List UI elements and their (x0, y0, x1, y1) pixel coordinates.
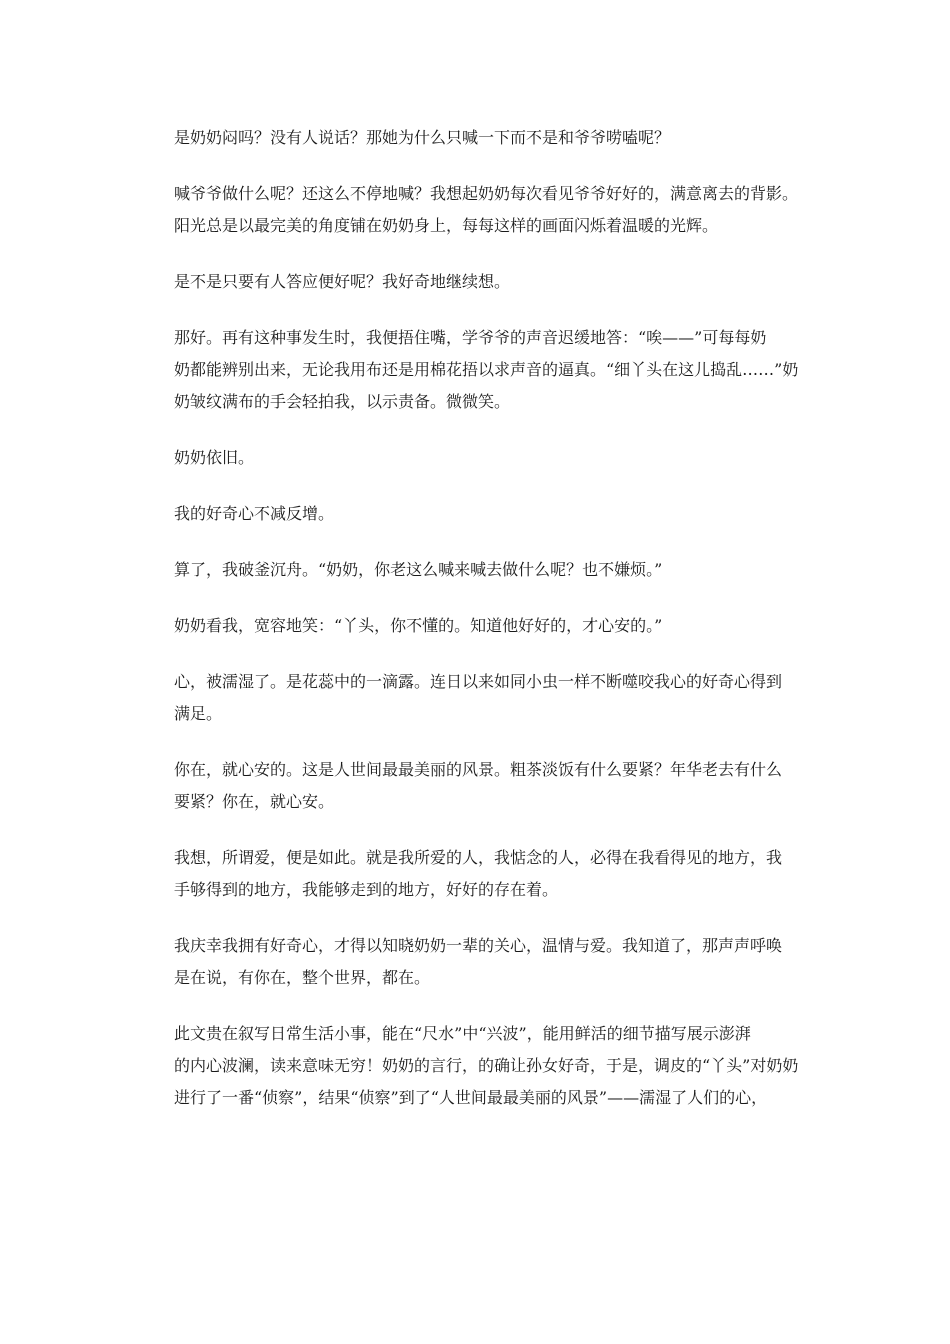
text-line: 手够得到的地方，我能够走到的地方，好好的存在着。 (174, 880, 559, 899)
text-line: 进行了一番“侦察”，结果“侦察”到了“人世间最最美丽的风景”——濡湿了人们的心， (174, 1088, 768, 1107)
commentary-paragraph (137, 1018, 823, 1114)
text-line: 喊爷爷做什么呢？还这么不停地喊？我想起奶奶每次看见爷爷好好的，满意离去的背影。 (174, 184, 799, 203)
paragraph-7 (137, 554, 823, 586)
paragraph-8 (137, 610, 823, 642)
paragraph-4 (137, 322, 823, 418)
text-line: 我的好奇心不减反增。 (174, 504, 335, 523)
article-body (137, 122, 823, 1138)
text-line: 你在，就心安的。这是人世间最最美丽的风景。粗茶淡饭有什么要紧？年华老去有什么 (174, 760, 783, 779)
text-line: 是奶奶闷吗？没有人说话？那她为什么只喊一下而不是和爷爷唠嗑呢？ (174, 128, 671, 147)
text-line: 奶都能辨别出来，无论我用布还是用棉花捂以求声音的逼真。“细丫头在这儿捣乱……”奶 (174, 360, 799, 379)
text-line: 算了，我破釜沉舟。“奶奶，你老这么喊来喊去做什么呢？也不嫌烦。” (174, 560, 663, 579)
text-line: 心，被濡湿了。是花蕊中的一滴露。连日以来如同小虫一样不断噬咬我心的好奇心得到 (174, 672, 783, 691)
text-line: 是在说，有你在，整个世界，都在。 (174, 968, 431, 987)
paragraph-1 (137, 122, 823, 154)
text-line: 要紧？你在，就心安。 (174, 792, 335, 811)
paragraph-3 (137, 266, 823, 298)
paragraph-5 (137, 442, 823, 474)
text-line: 奶奶看我，宽容地笑：“丫头，你不懂的。知道他好好的，才心安的。” (174, 616, 663, 635)
text-line: 满足。 (174, 704, 223, 723)
text-line: 奶皱纹满布的手会轻拍我，以示责备。微微笑。 (174, 392, 511, 411)
text-line: 的内心波澜，读来意味无穷！奶奶的言行，的确让孙女好奇，于是，调皮的“丫头”对奶奶 (174, 1056, 799, 1075)
paragraph-10 (137, 754, 823, 818)
paragraph-12 (137, 930, 823, 994)
paragraph-2 (137, 178, 823, 242)
text-line: 是不是只要有人答应便好呢？我好奇地继续想。 (174, 272, 511, 291)
text-line: 奶奶依旧。 (174, 448, 255, 467)
text-line: 那好。再有这种事发生时，我便捂住嘴，学爷爷的声音迟缓地答：“唉——”可每每奶 (174, 328, 767, 347)
text-line: 我想，所谓爱，便是如此。就是我所爱的人，我惦念的人，必得在我看得见的地方，我 (174, 848, 783, 867)
text-line: 阳光总是以最完美的角度铺在奶奶身上，每每这样的画面闪烁着温暖的光辉。 (174, 216, 719, 235)
paragraph-11 (137, 842, 823, 906)
paragraph-9 (137, 666, 823, 730)
text-line: 我庆幸我拥有好奇心，才得以知晓奶奶一辈的关心，温情与爱。我知道了，那声声呼唤 (174, 936, 783, 955)
text-line: 此文贵在叙写日常生活小事，能在“尺水”中“兴波”，能用鲜活的细节描写展示澎湃 (174, 1024, 751, 1043)
paragraph-6 (137, 498, 823, 530)
